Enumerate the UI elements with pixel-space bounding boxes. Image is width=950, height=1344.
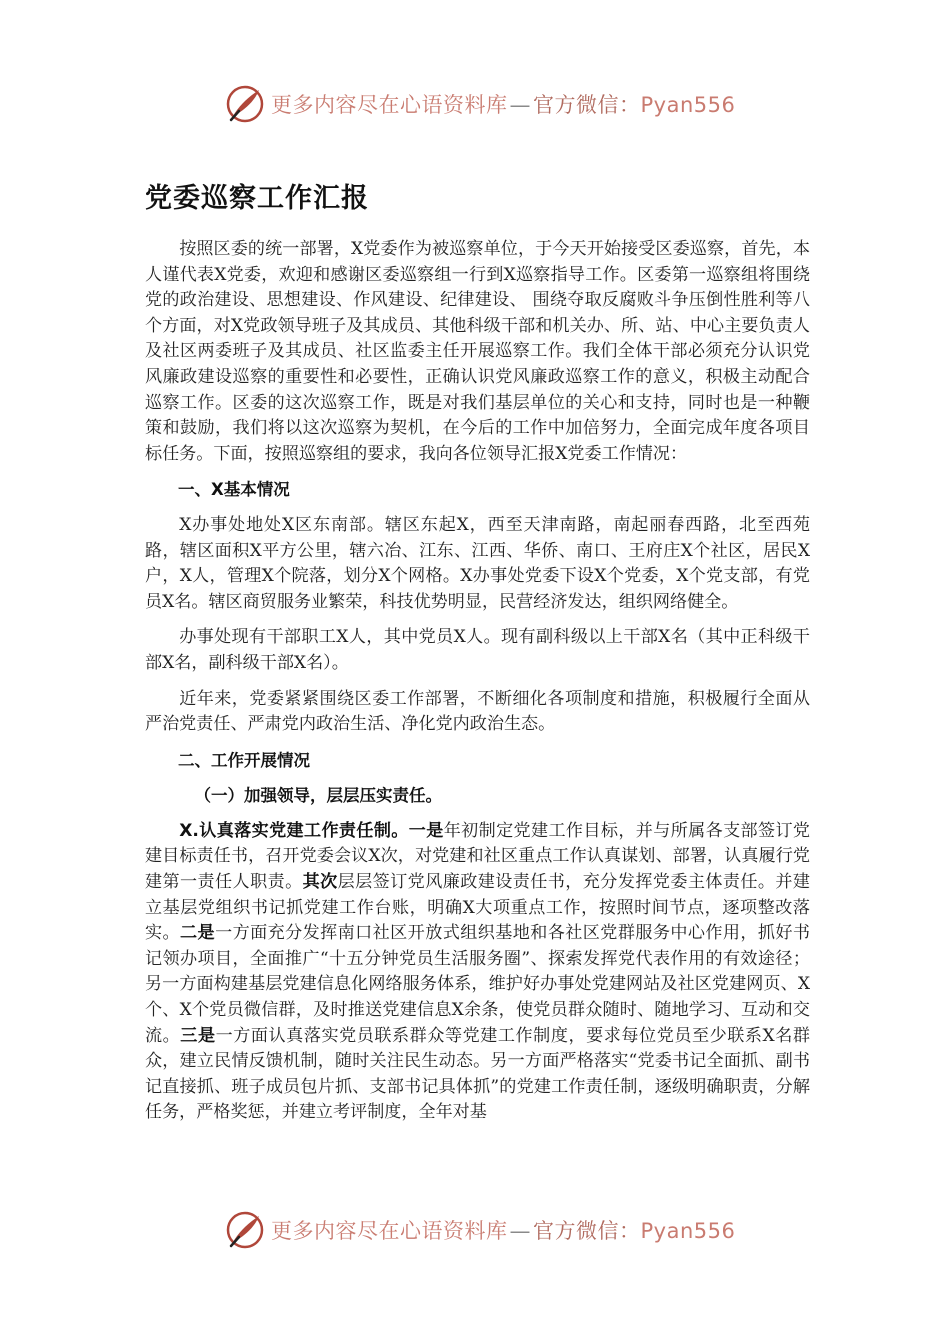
keyword: 三是	[180, 1025, 216, 1046]
subsection-heading: （一）加强领导，层层压实责任。	[194, 786, 442, 806]
header-banner	[225, 80, 745, 128]
text: 层层签订党风廉政建设责任书，充分发挥党委主体责任。并建立基层党组织书记抓党建工作台账，明确X大项重点工作，按照时间节点，逐项整改落实。	[145, 872, 811, 944]
quill-pen-logo-icon	[225, 84, 265, 124]
item-title: X.认真落实党建工作责任制。	[179, 820, 409, 841]
banner-text	[271, 89, 735, 119]
section-heading-basic-info: 一、X基本情况	[178, 480, 290, 500]
banner-separator: —	[509, 1219, 531, 1243]
banner-wechat-id: Pyan556	[640, 1219, 736, 1243]
banner-wechat-id: Pyan556	[640, 93, 736, 117]
banner-site-text: 更多内容尽在心语资料库	[271, 93, 508, 117]
document-body	[145, 176, 810, 1126]
paragraph: 办事处现有干部职工X人，其中党员X人。现有副科级以上干部X名（其中正科级干部X名，副科级干部X名）。	[145, 627, 810, 673]
text: 年初制定党建工作目标，并与所属各支部签订党建目标责任书，召开党委会议X次，对党建和社区重点工作认真谋划、部署，认真履行党建第一责任人职责。	[145, 820, 811, 893]
quill-pen-logo-icon	[225, 1210, 265, 1250]
keyword: 一是	[408, 820, 444, 841]
document-title: 党委巡察工作汇报	[145, 183, 369, 214]
text: 一方面认真落实党员联系群众等党建工作制度，要求每位党员至少联系X名群众，建立民情反馈机制，随时关注民生动态。另一方面严格落实“党委书记全面抓、副书记直接抓、班子成员包片抓、支部书记具体抓”的党建工作责任制，逐级明确职责，分解任务，严格奖惩，并建立考评制度，全年对基	[145, 1025, 811, 1123]
intro-paragraph: 按照区委的统一部署，X党委作为被巡察单位，于今天开始接受区委巡察，首先，本人谨代表X党委，欢迎和感谢区委巡察组一行到X巡察指导工作。区委第一巡察组将围绕党的政治建设、思想建设、作风建设、纪律建设、 围绕夺取反腐败斗争压倒性胜利等八个方面，对X党政领导班子及其成员、其他科级干部和机关办、所、站、中心主要负责人及社区两委班子及其成员、社区监委主任开展巡察工作。我们全体干部必须充分认识党风廉政建设巡察的重要性和必要性，正确认识党风廉政巡察工作的意义，积极主动配合巡察工作。区委的这次巡察工作，既是对我们基层单位的关心和支持，同时也是一种鞭策和鼓励，我们将以这次巡察为契机，在今后的工作中加倍努力，全面完成年度各项目标任务。下面，按照巡察组的要求，我向各位领导汇报X党委工作情况：	[145, 239, 810, 464]
paragraph: X办事处地处X区东南部。辖区东起X，西至天津南路，南起丽春西路，北至西苑路，辖区面积X平方公里，辖六冶、江东、江西、华侨、南口、王府庄X个社区，居民X户，X人，管理X个院落，划分X个网格。X办事处党委下设X个党委，X个党支部，有党员X名。辖区商贸服务业繁荣，科技优势明显，民营经济发达，组织网络健全。	[145, 514, 810, 612]
banner-wechat-label: 官方微信：	[533, 93, 641, 117]
paragraph-responsibility	[145, 819, 810, 1126]
banner-wechat-label: 官方微信：	[533, 1219, 641, 1243]
keyword: 二是	[180, 923, 216, 944]
text: 一方面充分发挥南口社区开放式组织基地和各社区党群服务中心作用，抓好书记领办项目，全面推广“十五分钟党员生活服务圈”、探索发挥党代表作用的有效途径；另一方面构建基层党建信息化网络服务体系，维护好办事处党建网站及社区党建网页、X个、X个党员微信群，及时推送党建信息X余条，使党员群众随时、随地学习、互动和交流。	[145, 923, 811, 1046]
footer-banner	[225, 1206, 745, 1254]
banner-site-text: 更多内容尽在心语资料库	[271, 1219, 508, 1243]
section-heading-work: 二、工作开展情况	[178, 750, 310, 770]
keyword: 其次	[302, 872, 338, 893]
banner-separator: —	[509, 93, 531, 117]
banner-text	[271, 1215, 735, 1245]
paragraph: 近年来，党委紧紧围绕区委工作部署，不断细化各项制度和措施，积极履行全面从严治党责任、严肃党内政治生活、净化党内政治生态。	[145, 688, 810, 735]
